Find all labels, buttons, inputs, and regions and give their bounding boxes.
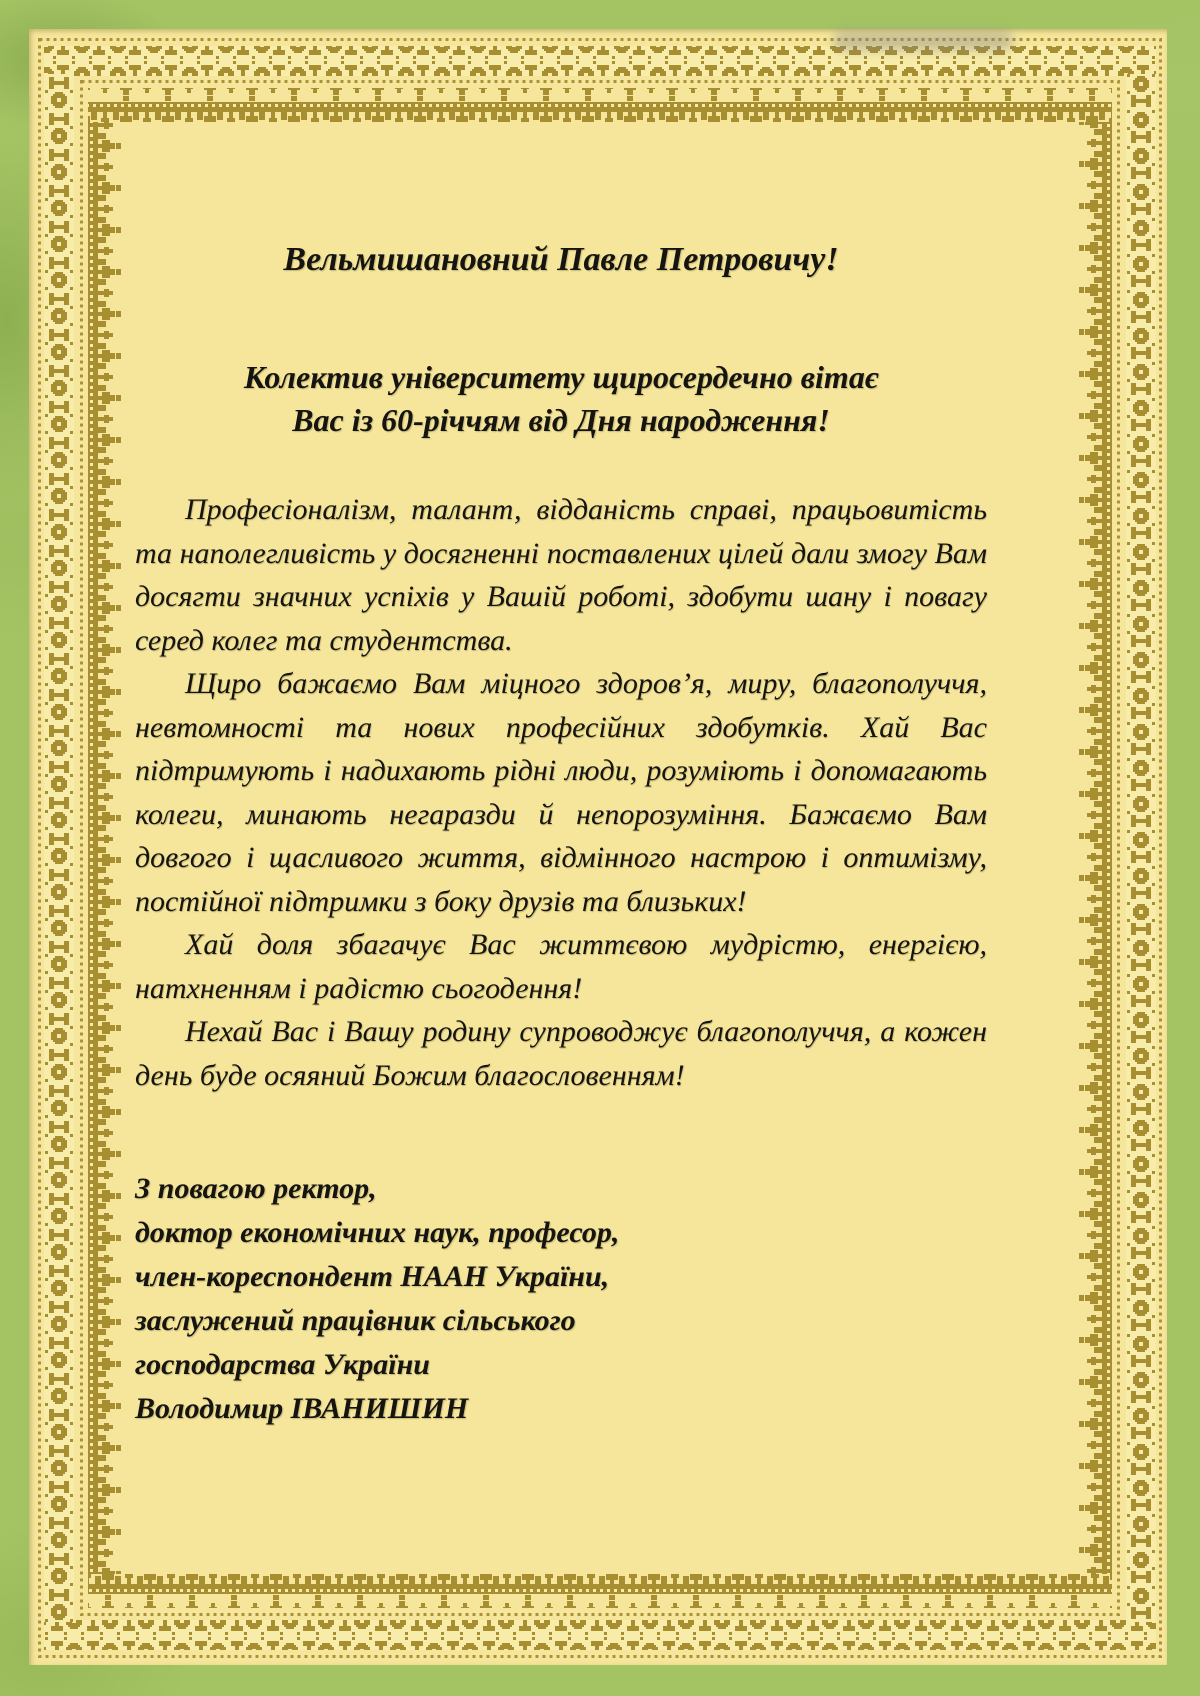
signature-line: господарства України — [135, 1348, 430, 1381]
signature-line: заслужений працівник сільського — [135, 1304, 576, 1337]
body-paragraph: Професіоналізм, талант, відданість справі, працьовитість та наполегливість у досягненні поставлених цілей дали змогу Вам досягти значних успіхів у Вашій роботі, здобути шану і повагу серед колег та студентства. — [135, 493, 987, 657]
body-paragraph: Нехай Вас і Вашу родину супроводжує благополуччя, а кожен день буде осяяний Божим благословенням! — [135, 1015, 987, 1092]
salutation: Вельмишановний Павле Петровичу! — [283, 241, 839, 278]
signature-line: З повагою ректор, — [135, 1172, 377, 1205]
letter-content — [135, 0, 987, 1431]
signature-line: доктор економічних наук, професор, — [135, 1216, 620, 1249]
letter-body — [135, 488, 987, 1097]
signer-name: Володимир ІВАНИШИН — [135, 1392, 469, 1425]
greeting-line: Колектив університету щиросердечно вітає — [243, 359, 879, 395]
greeting-block — [135, 356, 987, 442]
greeting-line: Вас із 60-річчям від Дня народження! — [292, 402, 830, 438]
body-paragraph: Хай доля збагачує Вас життєвою мудрістю, енергією, натхненням і радістю сьогодення! — [135, 928, 987, 1005]
body-paragraph: Щиро бажаємо Вам міцного здоров’я, миру, благополуччя, невтомності та нових професійних здобутків. Хай Вас підтримують і надихають рідні люди, розуміють і допомагають колеги, минають негаразди й непорозуміння. Бажаємо Вам довгого і щасливого життя, відмінного настрою і оптимізму, постійної підтримки з боку друзів та близьких! — [135, 667, 987, 918]
signature-block — [135, 1167, 987, 1431]
signature-line: член-кореспондент НААН України, — [135, 1260, 610, 1293]
